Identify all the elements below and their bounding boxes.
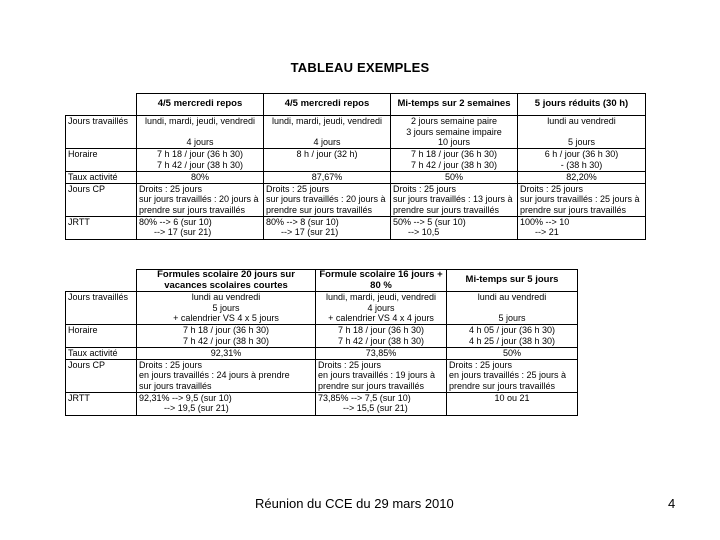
table-cell: 73,85% [316, 348, 447, 360]
table-cell: lundi au vendredi 5 jours [518, 116, 646, 149]
table-row [66, 325, 578, 348]
table-row [66, 183, 646, 216]
table-cell: Droits : 25 jours en jours travaillés : 19 jours à prendre sur jours travaillés [316, 359, 447, 392]
page-title: TABLEAU EXEMPLES [290, 60, 430, 75]
table-cell: lundi, mardi, jeudi, vendredi 4 jours + calendrier VS 4 x 4 jours [316, 292, 447, 325]
table-cell: Droits : 25 jours en jours travaillés : 25 jours à prendre sur jours travaillés [447, 359, 578, 392]
row-label: Jours CP [66, 183, 137, 216]
table-cell: 10 ou 21 [447, 392, 578, 415]
corner-cell [66, 94, 137, 116]
table-cell: 7 h 18 / jour (36 h 30) 7 h 42 / jour (38 h 30) [316, 325, 447, 348]
examples-table-1 [65, 93, 646, 240]
table-cell: 50% --> 5 (sur 10) --> 10,5 [391, 216, 518, 239]
table-row [66, 116, 646, 149]
row-label: JRTT [66, 392, 137, 415]
table-row [66, 348, 578, 360]
table-row [66, 149, 646, 172]
table-cell: Droits : 25 jours en jours travaillés : 24 jours à prendre sur jours travaillés [137, 359, 316, 392]
table-cell: lundi au vendredi 5 jours + calendrier VS 4 x 5 jours [137, 292, 316, 325]
table-cell: lundi au vendredi 5 jours [447, 292, 578, 325]
corner-cell [66, 270, 137, 292]
table-cell: 6 h / jour (36 h 30) - (38 h 30) [518, 149, 646, 172]
table-cell: 7 h 18 / jour (36 h 30) 7 h 42 / jour (38 h 30) [137, 149, 264, 172]
footer-text: Réunion du CCE du 29 mars 2010 [255, 496, 454, 511]
column-header: 4/5 mercredi repos [137, 94, 264, 116]
table-cell: 80% --> 8 (sur 10) --> 17 (sur 21) [264, 216, 391, 239]
table-row [66, 359, 578, 392]
table-row [66, 172, 646, 184]
table-cell: 7 h 18 / jour (36 h 30) 7 h 42 / jour (38 h 30) [137, 325, 316, 348]
row-label: Jours travaillés [66, 116, 137, 149]
table-cell: Droits : 25 jours sur jours travaillés : 13 jours à prendre sur jours travaillés [391, 183, 518, 216]
row-label: Taux activité [66, 172, 137, 184]
table-cell: 92,31% [137, 348, 316, 360]
row-label: Jours CP [66, 359, 137, 392]
table-cell: lundi, mardi, jeudi, vendredi 4 jours [137, 116, 264, 149]
examples-table-2 [65, 269, 578, 416]
row-label: Horaire [66, 325, 137, 348]
table-cell: 50% [447, 348, 578, 360]
row-label: Taux activité [66, 348, 137, 360]
table-cell: 2 jours semaine paire 3 jours semaine impaire 10 jours [391, 116, 518, 149]
table-cell: 82,20% [518, 172, 646, 184]
table-cell: 87,67% [264, 172, 391, 184]
column-header: 4/5 mercredi repos [264, 94, 391, 116]
table-cell: Droits : 25 jours sur jours travaillés : 20 jours à prendre sur jours travaillés [137, 183, 264, 216]
table-row [66, 392, 578, 415]
table-cell: 73,85% --> 7,5 (sur 10) --> 15,5 (sur 21) [316, 392, 447, 415]
page-number: 4 [668, 496, 676, 511]
table-cell: 92,31% --> 9,5 (sur 10) --> 19,5 (sur 21) [137, 392, 316, 415]
table-cell: 100% --> 10 --> 21 [518, 216, 646, 239]
table-cell: 8 h / jour (32 h) [264, 149, 391, 172]
row-label: Jours travaillés [66, 292, 137, 325]
column-header: 5 jours réduits (30 h) [518, 94, 646, 116]
row-label: Horaire [66, 149, 137, 172]
column-header: Formule scolaire 16 jours + 80 % [316, 270, 447, 292]
table-cell: lundi, mardi, jeudi, vendredi 4 jours [264, 116, 391, 149]
table-cell: Droits : 25 jours sur jours travaillés : 25 jours à prendre sur jours travaillés [518, 183, 646, 216]
column-header: Mi-temps sur 5 jours [447, 270, 578, 292]
table-cell: 4 h 05 / jour (36 h 30) 4 h 25 / jour (38 h 30) [447, 325, 578, 348]
table-cell: 50% [391, 172, 518, 184]
column-header: Mi-temps sur 2 semaines [391, 94, 518, 116]
row-label: JRTT [66, 216, 137, 239]
table-row [66, 216, 646, 239]
table-cell: 80% --> 6 (sur 10) --> 17 (sur 21) [137, 216, 264, 239]
table-row [66, 292, 578, 325]
table-cell: Droits : 25 jours sur jours travaillés : 20 jours à prendre sur jours travaillés [264, 183, 391, 216]
table-cell: 80% [137, 172, 264, 184]
column-header: Formules scolaire 20 jours sur vacances scolaires courtes [137, 270, 316, 292]
table-cell: 7 h 18 / jour (36 h 30) 7 h 42 / jour (38 h 30) [391, 149, 518, 172]
